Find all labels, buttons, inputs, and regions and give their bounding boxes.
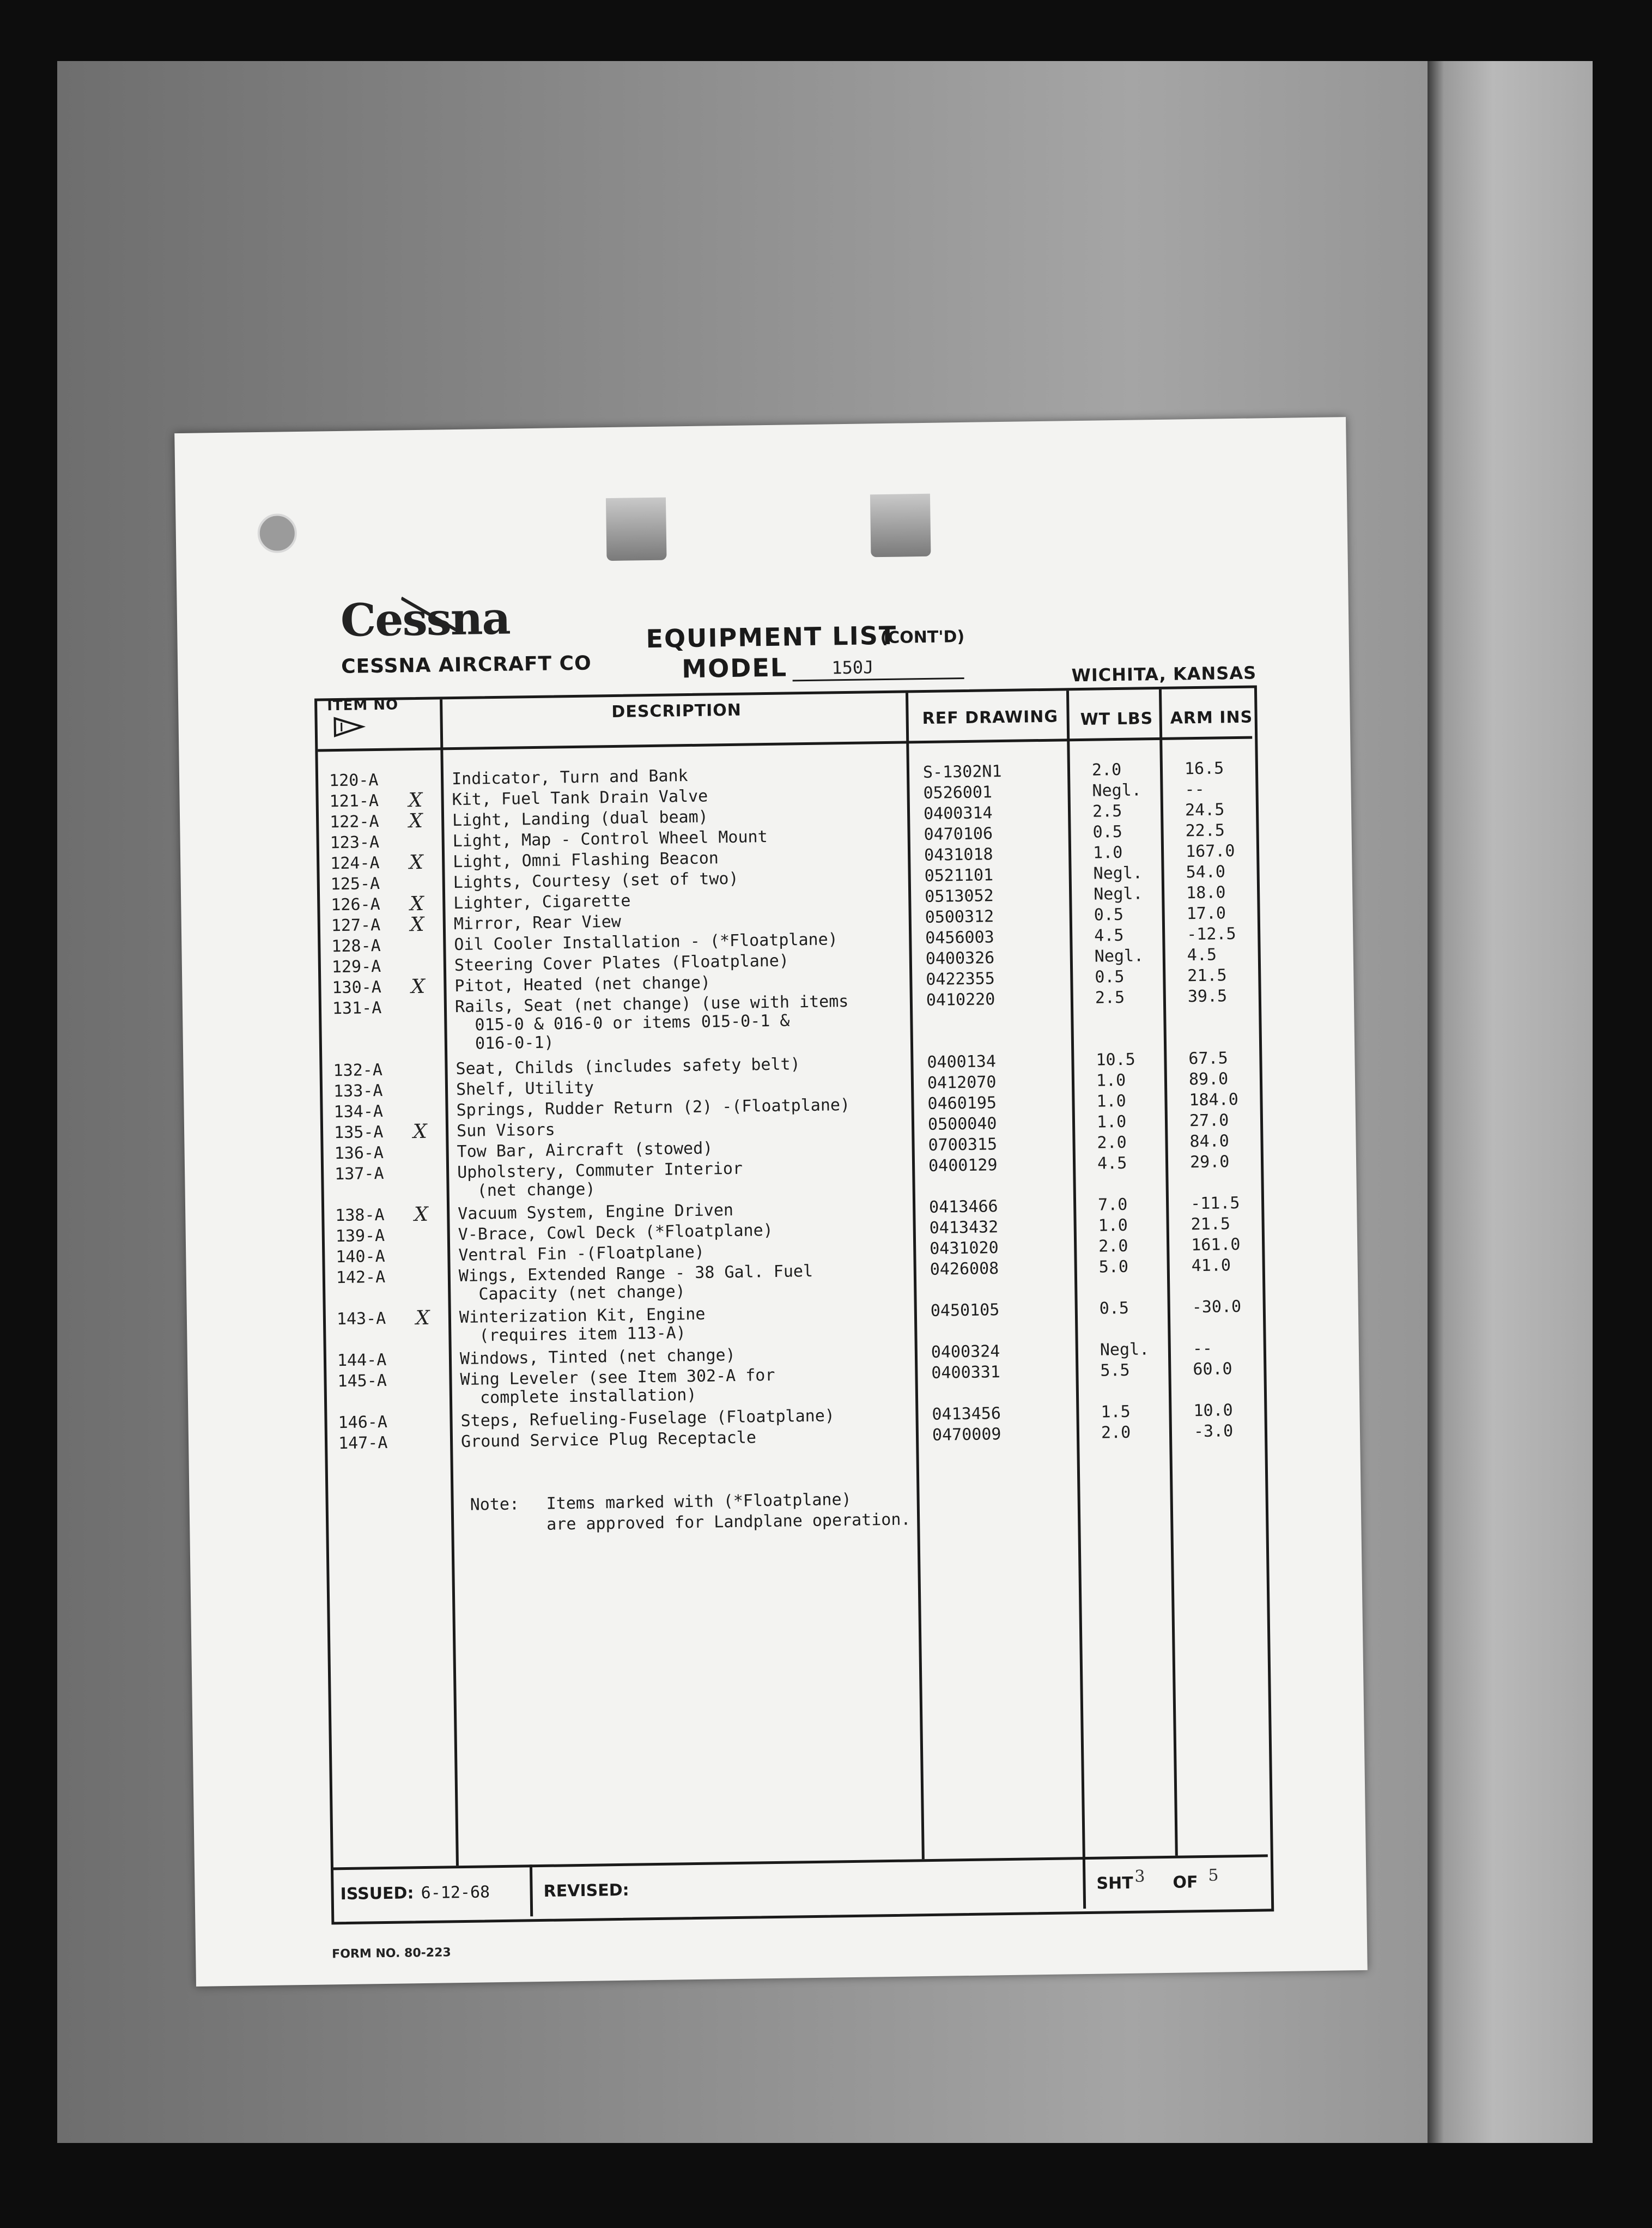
ref-drawing: 0413432 — [929, 1218, 999, 1238]
ref-drawing: 0521101 — [924, 865, 994, 886]
ref-drawing: 0400134 — [927, 1052, 997, 1072]
arm-ins: 54.0 — [1186, 862, 1226, 882]
ref-drawing: 0413456 — [932, 1404, 1001, 1424]
col-item-no: ITEM NO — [327, 697, 399, 715]
arm-ins: -12.5 — [1186, 924, 1236, 945]
item-number: 126-A — [331, 894, 380, 915]
weight-lbs: 0.5 — [1095, 967, 1125, 987]
model-label: MODEL — [681, 652, 788, 684]
item-description: Oil Cooler Installation - (*Floatplane) — [454, 930, 838, 955]
item-description: Lights, Courtesy (set of two) — [453, 869, 739, 893]
weight-lbs: 1.0 — [1098, 1215, 1128, 1236]
ref-drawing: 0700315 — [928, 1135, 998, 1155]
ref-drawing: 0426008 — [930, 1259, 999, 1279]
ref-drawing: 0410220 — [926, 990, 995, 1010]
arm-ins: 21.5 — [1187, 966, 1227, 986]
item-description: Steps, Refueling-Fuselage (Floatplane) — [460, 1406, 835, 1431]
check-mark-icon: X — [414, 1203, 429, 1226]
ref-drawing: 0450105 — [930, 1300, 1000, 1321]
ref-drawing: 0460195 — [927, 1093, 997, 1113]
model-underline — [793, 677, 964, 681]
item-description: Vacuum System, Engine Driven — [458, 1200, 734, 1224]
of-label: OF — [1173, 1873, 1198, 1892]
col-arm-ins: ARM INS — [1170, 707, 1253, 728]
weight-lbs: Negl. — [1092, 780, 1142, 801]
arm-ins: 17.0 — [1186, 904, 1226, 924]
item-number: 142-A — [336, 1267, 386, 1288]
weight-lbs: 10.5 — [1096, 1050, 1135, 1070]
weight-lbs: 4.5 — [1097, 1153, 1127, 1173]
item-number: 123-A — [330, 832, 380, 853]
arm-ins: 24.5 — [1185, 800, 1225, 820]
item-number: 134-A — [333, 1101, 384, 1122]
weight-lbs: 0.5 — [1099, 1298, 1129, 1318]
item-number: 125-A — [330, 874, 380, 894]
check-mark-icon: X — [410, 913, 424, 936]
item-number: 138-A — [335, 1205, 385, 1226]
arm-ins: -30.0 — [1192, 1297, 1242, 1317]
item-number: 139-A — [335, 1226, 385, 1246]
check-mark-icon: X — [408, 789, 423, 812]
arm-ins: 4.5 — [1187, 945, 1217, 965]
weight-lbs: 2.5 — [1092, 801, 1122, 821]
arm-ins: 84.0 — [1189, 1131, 1230, 1152]
weight-lbs: 2.0 — [1101, 1422, 1131, 1443]
col-ref-drawing: REF DRAWING — [922, 707, 1059, 729]
item-description: Windows, Tinted (net change) — [459, 1345, 736, 1369]
item-description: Light, Map - Control Wheel Mount — [452, 827, 768, 851]
ref-drawing: S-1302N1 — [922, 762, 1002, 783]
weight-lbs: Negl. — [1093, 884, 1143, 904]
weight-lbs: 1.0 — [1096, 1112, 1127, 1132]
item-description: Winterization Kit, Engine (requires item 113-A) — [459, 1304, 706, 1346]
item-description: Steering Cover Plates (Floatplane) — [454, 951, 789, 976]
arm-ins: 167.0 — [1185, 841, 1235, 862]
arm-ins: 60.0 — [1193, 1359, 1232, 1379]
weight-lbs: 2.5 — [1095, 988, 1125, 1008]
col-wt-lbs: WT LBS — [1080, 709, 1153, 729]
note-text: Items marked with (*Floatplane) are approved for Landplane operation. — [546, 1490, 911, 1534]
equipment-table — [314, 685, 1274, 1924]
footer-divider — [1083, 1857, 1086, 1909]
contd-label: (CONT'D) — [880, 627, 965, 648]
footer-divider — [530, 1864, 533, 1916]
weight-lbs: 2.0 — [1098, 1236, 1128, 1256]
ref-drawing: 0526001 — [923, 783, 993, 803]
arm-ins: 21.5 — [1191, 1214, 1231, 1234]
item-number: 122-A — [329, 812, 379, 832]
item-description: Springs, Rudder Return (2) -(Floatplane) — [456, 1095, 851, 1121]
weight-lbs: Negl. — [1100, 1340, 1150, 1360]
ref-drawing: 0412070 — [927, 1073, 997, 1093]
company-name: CESSNA AIRCRAFT CO — [341, 652, 592, 678]
arm-ins: 67.5 — [1188, 1049, 1228, 1069]
arm-ins: 41.0 — [1191, 1256, 1231, 1276]
check-mark-icon: X — [409, 851, 424, 874]
weight-lbs: 2.0 — [1097, 1133, 1127, 1153]
item-number: 147-A — [338, 1433, 388, 1454]
ref-drawing: 0413466 — [928, 1197, 998, 1217]
item-description: Wings, Extended Range - 38 Gal. Fuel Capacity (net change) — [458, 1261, 813, 1305]
item-description: Seat, Childs (includes safety belt) — [455, 1055, 800, 1079]
arm-ins: -3.0 — [1193, 1421, 1234, 1442]
item-description: Sun Visors — [456, 1120, 555, 1141]
arm-ins: 89.0 — [1188, 1069, 1229, 1089]
item-description: Ground Service Plug Receptacle — [460, 1428, 757, 1451]
item-number: 140-A — [336, 1246, 385, 1267]
ref-drawing: 0400331 — [931, 1363, 1001, 1383]
issued-date: 6-12-68 — [421, 1882, 490, 1903]
arm-ins: 29.0 — [1189, 1152, 1230, 1172]
weight-lbs: Negl. — [1094, 946, 1144, 966]
item-description: Ventral Fin -(Floatplane) — [458, 1242, 705, 1266]
item-number: 121-A — [329, 791, 379, 812]
item-description: Wing Leveler (see Item 302-A for complete installation) — [460, 1365, 775, 1408]
ref-drawing: 0431018 — [924, 845, 993, 865]
weight-lbs: 7.0 — [1097, 1195, 1128, 1215]
arm-ins: 10.0 — [1193, 1401, 1233, 1421]
item-description: Kit, Fuel Tank Drain Valve — [452, 786, 708, 810]
ref-drawing: 0422355 — [926, 969, 995, 989]
ref-drawing: 0456003 — [925, 928, 994, 948]
form-number: FORM NO. 80-223 — [332, 1946, 451, 1961]
item-number: 129-A — [331, 956, 381, 977]
check-mark-icon: X — [415, 1306, 430, 1330]
item-number: 127-A — [331, 915, 381, 936]
ref-drawing: 0500312 — [925, 907, 994, 927]
item-description: Shelf, Utility — [455, 1078, 594, 1100]
item-description: Light, Omni Flashing Beacon — [452, 849, 719, 872]
item-number: 132-A — [333, 1060, 383, 1081]
arm-ins: 16.5 — [1184, 759, 1224, 779]
col-divider — [1159, 689, 1178, 1856]
item-number: 133-A — [333, 1081, 383, 1101]
item-number: 136-A — [334, 1143, 384, 1164]
item-description: Pitot, Heated (net change) — [454, 973, 711, 996]
ref-drawing: 0400129 — [928, 1155, 998, 1176]
cessna-logo: Cessna — [340, 592, 511, 647]
item-number: 137-A — [334, 1164, 384, 1184]
ref-drawing: 0431020 — [929, 1238, 999, 1258]
ref-drawing: 0400314 — [923, 803, 993, 824]
arm-ins: 161.0 — [1191, 1234, 1241, 1255]
item-number: 135-A — [333, 1122, 384, 1143]
arm-ins: 39.5 — [1187, 986, 1228, 1007]
punch-hole — [257, 513, 297, 553]
item-number: 143-A — [336, 1309, 386, 1329]
check-mark-icon: X — [411, 975, 426, 998]
col-divider — [906, 693, 925, 1859]
item-description: Tow Bar, Aircraft (stowed) — [457, 1139, 713, 1162]
item-description: Light, Landing (dual beam) — [452, 807, 708, 831]
item-description: Rails, Seat (net change) (use with items 015-0 & 016-0 or items 015-0-1 & 016-0-1) — [454, 991, 849, 1054]
weight-lbs: 5.5 — [1100, 1360, 1130, 1381]
weight-lbs: 2.0 — [1091, 760, 1122, 780]
sheet-total: 5 — [1208, 1866, 1219, 1885]
item-number: 131-A — [332, 998, 382, 1019]
item-description: Lighter, Cigarette — [453, 891, 631, 913]
triangle-marker-icon — [332, 716, 366, 738]
item-number: 130-A — [332, 977, 381, 998]
item-number: 124-A — [330, 853, 380, 874]
weight-lbs: 0.5 — [1092, 822, 1123, 842]
weight-lbs: 0.5 — [1094, 905, 1124, 925]
ref-drawing: 0400324 — [931, 1342, 1000, 1362]
item-number: 120-A — [329, 770, 379, 791]
weight-lbs: 4.5 — [1094, 925, 1124, 946]
page-title: EQUIPMENT LIST — [646, 620, 897, 654]
cessna-logo-swoosh — [401, 592, 478, 632]
weight-lbs: 1.5 — [1101, 1402, 1131, 1422]
weight-lbs: 1.0 — [1096, 1070, 1126, 1091]
arm-ins: -- — [1192, 1339, 1213, 1359]
arm-ins: 22.5 — [1185, 821, 1225, 841]
ref-drawing: 0500040 — [927, 1114, 997, 1134]
item-description: Upholstery, Commuter Interior (net change) — [457, 1159, 743, 1201]
ref-drawing: 0470106 — [924, 824, 993, 845]
arm-ins: -11.5 — [1190, 1193, 1240, 1214]
sheet-number: 3 — [1134, 1867, 1145, 1886]
revised-label: REVISED: — [543, 1880, 629, 1901]
note-label: Note: — [470, 1494, 520, 1515]
ref-drawing: 0470009 — [932, 1425, 1001, 1445]
col-description: DESCRIPTION — [611, 700, 742, 722]
weight-lbs: 5.0 — [1098, 1257, 1129, 1277]
arm-ins: 18.0 — [1186, 883, 1226, 903]
ref-drawing: 0400326 — [925, 948, 995, 968]
ref-drawing: 0513052 — [924, 886, 994, 907]
equipment-list-sheet — [174, 417, 1368, 1987]
check-mark-icon: X — [412, 1120, 428, 1143]
header-rule — [318, 736, 1252, 752]
city-label: WICHITA, KANSAS — [1071, 662, 1257, 686]
binder-tab-left — [606, 498, 667, 561]
weight-lbs: 1.0 — [1092, 843, 1123, 863]
binder-tab-right — [870, 494, 931, 558]
arm-ins: 27.0 — [1189, 1111, 1229, 1131]
item-description: Mirror, Rear View — [453, 912, 622, 934]
check-mark-icon: X — [408, 809, 423, 833]
item-description: V-Brace, Cowl Deck (*Floatplane) — [458, 1220, 773, 1245]
arm-ins: 184.0 — [1189, 1090, 1239, 1110]
arm-ins: -- — [1185, 779, 1205, 800]
footer-rule — [333, 1854, 1268, 1870]
issued-label: ISSUED: — [340, 1884, 414, 1904]
item-number: 145-A — [337, 1371, 387, 1391]
item-description: Indicator, Turn and Bank — [451, 766, 688, 789]
weight-lbs: Negl. — [1093, 863, 1143, 883]
sheet-label: SHT — [1096, 1873, 1133, 1893]
weight-lbs: 1.0 — [1096, 1091, 1126, 1111]
col-divider — [1066, 691, 1085, 1857]
binder-edge — [1428, 61, 1593, 2143]
item-number: 128-A — [331, 936, 381, 956]
check-mark-icon: X — [410, 892, 424, 916]
model-value: 150J — [831, 657, 874, 679]
item-number: 144-A — [337, 1350, 387, 1371]
item-number: 146-A — [338, 1412, 388, 1433]
